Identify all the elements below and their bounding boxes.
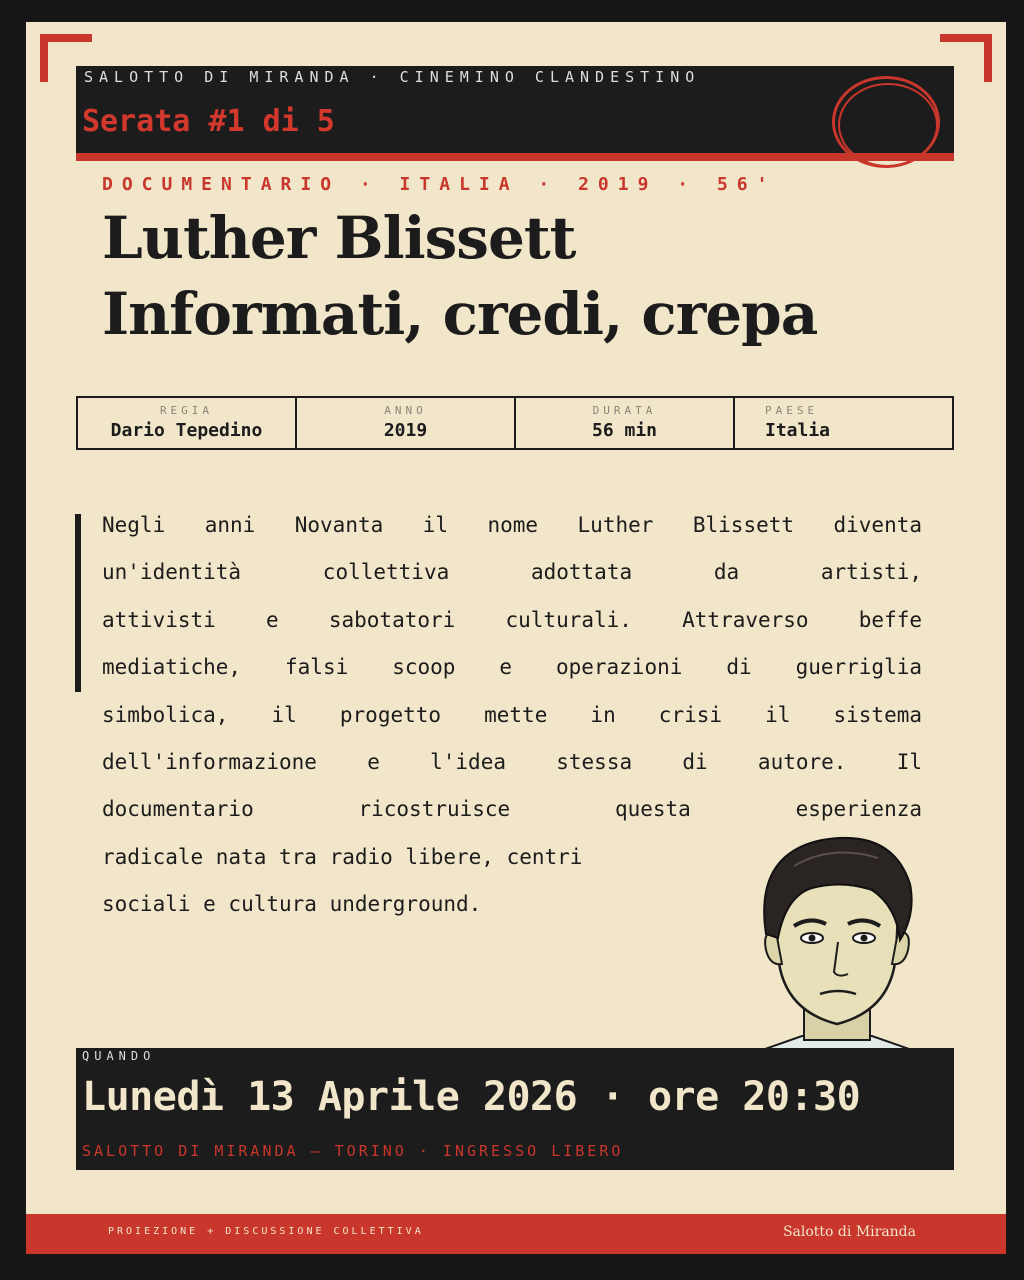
- event-place: SALOTTO DI MIRANDA — TORINO · INGRESSO LIBERO: [82, 1142, 624, 1160]
- synopsis-line: simbolica, il progetto mette in crisi il sistema: [102, 702, 922, 727]
- stamp-circle-icon: [832, 76, 940, 168]
- synopsis-line: attivisti e sabotatori culturali. Attraverso beffe: [102, 607, 922, 632]
- info-cell-anno: [297, 398, 516, 448]
- film-title-line-2: Informati, credi, crepa: [102, 280, 818, 348]
- header-venue-line: SALOTTO DI MIRANDA · CINEMINO CLANDESTINO: [84, 68, 701, 86]
- info-label: REGIA: [159, 404, 214, 417]
- footer-bar: [26, 1214, 1006, 1254]
- when-label: QUANDO: [82, 1049, 156, 1063]
- info-label: DURATA: [592, 404, 657, 417]
- synopsis-line: Negli anni Novanta il nome Luther Blissett diventa: [102, 513, 922, 537]
- film-info-table: [76, 396, 954, 450]
- info-value: 56 min: [591, 420, 658, 441]
- info-cell-durata: [516, 398, 735, 448]
- serata-number: Serata #1 di 5: [82, 104, 335, 139]
- info-value: 2019: [383, 420, 428, 441]
- info-value: Dario Tepedino: [110, 420, 263, 441]
- event-date-time: Lunedì 13 Aprile 2026 · ore 20:30: [82, 1074, 861, 1120]
- footer-tagline: PROIEZIONE + DISCUSSIONE COLLETTIVA: [108, 1226, 424, 1237]
- poster-paper: [26, 22, 1006, 1254]
- info-cell-regia: [78, 398, 297, 448]
- info-value: Italia: [765, 420, 831, 441]
- genre-line: DOCUMENTARIO · ITALIA · 2019 · 56': [102, 174, 777, 195]
- info-cell-paese: [735, 398, 952, 448]
- synopsis-line: un'identità collettiva adottata da artisti,: [102, 560, 922, 585]
- film-title-line-1: Luther Blissett: [102, 204, 576, 272]
- footer-brand: Salotto di Miranda: [782, 1224, 916, 1240]
- synopsis-line: dell'informazione e l'idea stessa di autore. Il: [102, 750, 922, 775]
- portrait-illustration: [702, 814, 972, 1076]
- header-bar: [76, 66, 954, 161]
- info-label: ANNO: [384, 404, 427, 417]
- synopsis-line: sociali e cultura underground.: [102, 892, 482, 917]
- info-label: PAESE: [765, 404, 819, 417]
- synopsis-line: documentario ricostruisce questa esperienza: [102, 797, 922, 822]
- synopsis-line: radicale nata tra radio libere, centri: [102, 844, 583, 869]
- quote-bar: [75, 514, 81, 692]
- event-when-bar: [76, 1048, 954, 1170]
- synopsis-line: mediatiche, falsi scoop e operazioni di guerriglia: [102, 655, 922, 680]
- film-title: [102, 200, 817, 352]
